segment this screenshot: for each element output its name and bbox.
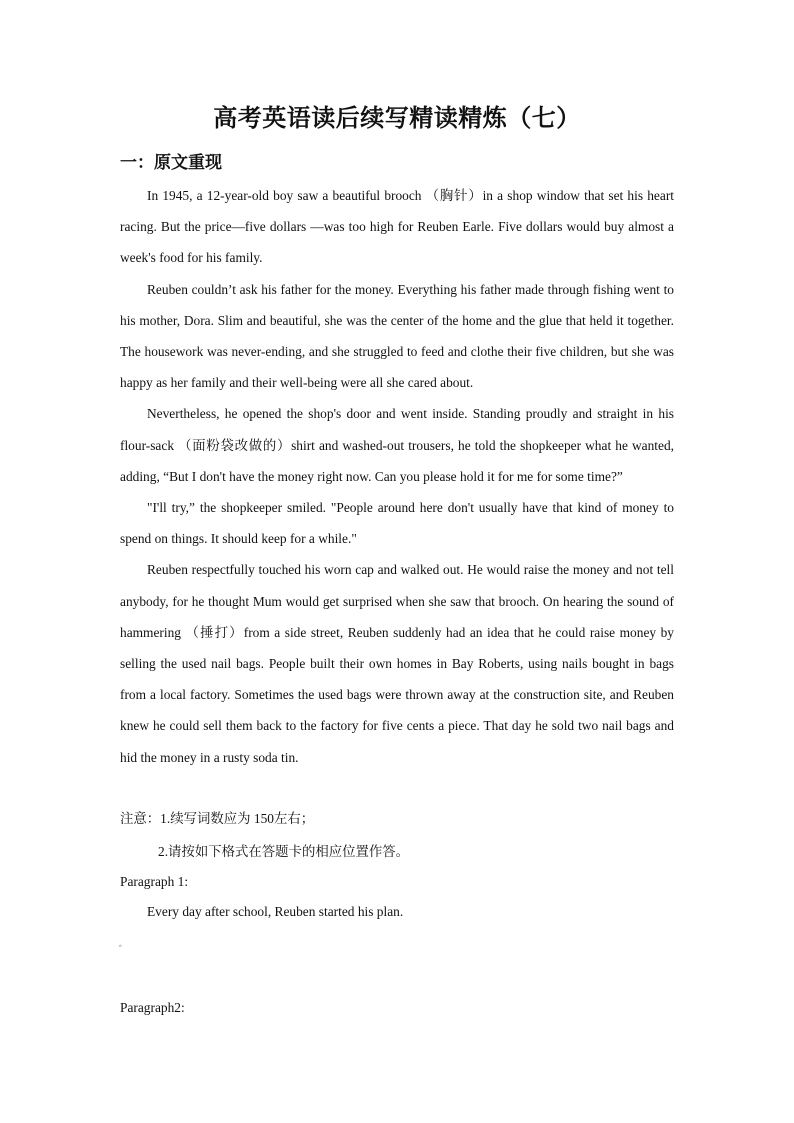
passage-paragraph-3: Nevertheless, he opened the shop's door and went inside. Standing proudly and straight in his flour-sack （面粉袋改做的）shirt and washed-out trousers, he told the shopkeeper what he wanted, adding, “But I don't have the money right now. Can you please hold it for me for some time?” [120,406,674,484]
passage-paragraph-2: Reuben couldn’t ask his father for the money. Everything his father made through fishing went to his mother, Dora. Slim and beautiful, she was the center of the home and the glue that held it together. The housework was never-ending, and she struggled to feed and clothe their five children, but she was happy as her family and their well-being were all she cared about. [120,281,674,391]
paragraph-1-label: Paragraph 1: [120,874,189,889]
paragraph-1-opening-sentence: Every day after school, Reuben started his plan. [147,904,404,919]
section-heading: 一：原文重现 [120,153,222,173]
passage-body [120,180,674,773]
note-word-count: 注意：1.续写词数应为 150左右； [120,811,315,826]
passage-paragraph-4: "I'll try,” the shopkeeper smiled. "People around here don't usually have that kind of money to spend on things. It should keep for a while." [120,500,674,547]
small-mark: 。 [119,940,126,948]
page-title: 高考英语读后续写精读精炼（七） [213,103,581,132]
passage-paragraph-1: In 1945, a 12-year-old boy saw a beautiful brooch （胸针）in a shop window that set his heart racing. But the price—five dollars —was too high for Reuben Earle. Five dollars would buy almost a week's food for his family. [120,188,674,266]
note-answer-format: 2.请按如下格式在答题卡的相应位置作答。 [158,844,410,859]
passage-paragraph-5: Reuben respectfully touched his worn cap and walked out. He would raise the money and not tell anybody, for he thought Mum would get surprised when she saw that brooch. On hearing the sound of hammering （捶打）from a side street, Reuben suddenly had an idea that he could raise money by selling the used nail bags. People built their own homes in Bay Roberts, using nails bought in bags from a local factory. Sometimes the used bags were thrown away at the construction site, and Reuben knew he could sell them back to the factory for five cents a piece. That day he sold two nail bags and hid the money in a rusty soda tin. [120,562,674,765]
paragraph-2-label: Paragraph2: [120,1000,185,1015]
